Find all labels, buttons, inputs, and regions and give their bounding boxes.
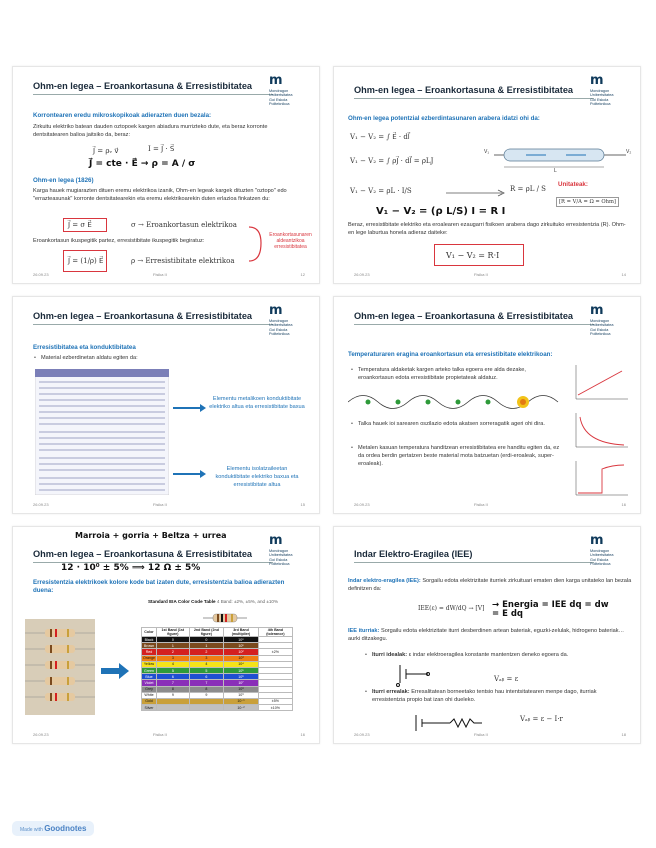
table-cell: 2: [189, 649, 224, 655]
table-cell: ±5%: [258, 698, 292, 704]
bullet: • Material ezberdinetan aldatu egiten da:: [41, 355, 138, 363]
footer-date: 26.09.23: [33, 732, 49, 737]
table-header-cell: 1st Band (1st figure): [157, 628, 190, 637]
paragraph: Karga hauek mugiarazten dituen eremu elektrikoa izanik, Ohm-en legeak kargek dituzten "oztopo" edo "errazteasunak" korronte dentsitatearekin eta eremu elektrikoarekin duten erlazioa finkatzen du:: [33, 188, 287, 203]
slide-title: Indar Elektro-Eragilea (IEE): [354, 549, 594, 563]
table-cell: 10⁻¹: [224, 698, 259, 704]
table-header-cell: 2nd Band (2nd figure): [189, 628, 224, 637]
red-annotation: Eroankortasunaren aldeantzikoa erresistibitatea: [269, 232, 312, 250]
table-cell: 10⁴: [224, 661, 259, 667]
paragraph: IEE iturriak: Sorgailu edota elektrizitate iturri desberdinen artean bateriak, eguzki-zelulak, hidrogeno bateriak… aurki ditzakegu.: [348, 628, 625, 643]
slide-title: Ohm-en legea – Eroankortasuna & Erresistibitatea: [354, 311, 594, 325]
subheading: Korrontearen eredu mikroskopikoak adierazten duen bezala:: [33, 112, 212, 119]
insulator-note: Elementu isolatzaileetan konduktibitate elektriko baxua eta erresistibitate altua: [215, 466, 299, 489]
ideal-source-sketch: [394, 661, 434, 687]
footer-date: 26.09.23: [354, 732, 370, 737]
table-cell: 10⁸: [224, 686, 259, 692]
table-cell: Gold: [142, 698, 157, 704]
university-logo: m Mondragon Unibertsitatea Goi Eskola Politeknikoa: [269, 73, 293, 107]
footer-date: 26.09.23: [33, 502, 49, 507]
materials-table-image: [35, 369, 169, 495]
bullet: • Iturri errealak: Erresalitatean borneetako tentsio hau intentsitatearen menpe dago, iturriak erresistentzia propio bat izan ohi dueleko.: [372, 689, 622, 705]
table-cell: Green: [142, 667, 157, 673]
table-cell: White: [142, 692, 157, 698]
handwritten-note: V₁ − V₂ = (ρ L/S) I = R I: [376, 206, 506, 217]
handwritten-note: J⃗ = cte · E⃗ → ρ = A / σ: [89, 159, 196, 169]
metal-note: Elementu metalikoen konduktibitate elektriko altua eta erresistibitate baxua: [209, 396, 305, 411]
table-cell: 8: [157, 686, 190, 692]
table-cell: 10⁷: [224, 680, 259, 686]
table-cell: 10⁵: [224, 667, 259, 673]
label-v2: V₂: [626, 149, 632, 155]
footer-course: Fisika II: [474, 272, 488, 277]
color-code-table: [141, 627, 293, 711]
university-logo: m Mondragon Unibertsitatea Goi Eskola Politeknikoa: [269, 303, 293, 337]
footer-page: 18: [621, 732, 626, 737]
table-cell: 10⁹: [224, 692, 259, 698]
table-row: [142, 705, 293, 711]
subheading: Erresistentzia elektrikoek kolore kode bat izaten dute, erresistentzia balioa adierazten duena:: [33, 579, 285, 595]
slide-title: Ohm-en legea – Eroankortasuna & Erresistibitatea: [33, 311, 273, 325]
resistor-diagram: [203, 606, 247, 626]
bullet: • Metalen kasuan temperatura handitzean erresistibitatea ere handitu egiten da, ez da ordea berdin gertatzen beste material mota batzuetan (erdi-eroaleak, super-eroaleak).: [358, 445, 562, 468]
slide-title: Ohm-en legea – Eroankortasuna & Erresistibitatea: [354, 85, 594, 99]
footer-date: 26.09.23: [354, 502, 370, 507]
label-length: L: [554, 168, 557, 174]
table-cell: Grey: [142, 686, 157, 692]
table-cell: Violet: [142, 680, 157, 686]
equation: I = J⃗ · S⃗: [148, 145, 175, 153]
university-logo: m Mondragon Unibertsitatea Goi Eskola Politeknikoa: [590, 73, 614, 107]
lattice-oscillation-diagram: [348, 389, 568, 415]
subheading: Ohm-en legea potentzial ezberdintasunaren arabera idatzi ohi da:: [348, 115, 540, 122]
paragraph: Indar elektro-eragilea (IEE): Sorgailu edota elektrizitate iturriek zirkuituari ematen dien karga unitateko lan bezala definitzen da:: [348, 578, 632, 593]
arrow-icon: [446, 189, 506, 197]
table-cell: 10⁰: [224, 637, 259, 643]
paragraph: Beraz, erresistibitate elektriko eta eroalearen ezaugarri fisikoen arabera dago zirkuituko erresistentzia (R). Ohm-en lege laburtua honela adieraz daiteke:: [348, 222, 626, 237]
footer-page: 16: [621, 502, 626, 507]
slide-3: [12, 296, 320, 514]
table-cell: Red: [142, 649, 157, 655]
university-logo: m Mondragon Unibertsitatea Goi Eskola Politeknikoa: [590, 533, 614, 567]
bullet: • Talka hauek ioi sarearen oszilazio edota akatsen sorreragatik ageri ohi dira.: [358, 421, 558, 429]
arrow-icon: [173, 473, 203, 475]
bullet: • Iturri idealak: ε indar elektroeragilea konstante mantentzen deneko egoera da.: [372, 652, 622, 660]
equation: V₁ − V₂ = ρL · I/S: [350, 187, 412, 195]
footer-course: Fisika II: [153, 732, 167, 737]
table-title: Standard EIA Color Code Table: [147, 599, 216, 604]
equation: R = ρL / S: [510, 185, 546, 193]
table-cell: Brown: [142, 643, 157, 649]
table-cell: Blue: [142, 674, 157, 680]
university-logo: m Mondragon Unibertsitatea Goi Eskola Politeknikoa: [590, 303, 614, 337]
table-cell: ±10%: [258, 705, 292, 711]
slide-2: [333, 66, 641, 284]
table-cell: 5: [157, 667, 190, 673]
table-header-cell: 3rd Band (multiplier): [224, 628, 259, 637]
table-header-cell: Color: [142, 628, 157, 637]
footer-page: 14: [621, 272, 626, 277]
table-cell: 5: [189, 667, 224, 673]
equation: V₁ − V₂ = ∫ E⃗ · dl⃗: [350, 133, 410, 141]
table-cell: 9: [157, 692, 190, 698]
table-cell: 1: [157, 643, 190, 649]
table-cell: 10³: [224, 655, 259, 661]
subheading: Ohm-en legea (1826): [33, 177, 94, 184]
slide-6: [333, 526, 641, 744]
equation: J⃗ = σ E⃗: [68, 221, 92, 229]
units-box: [R = V/A = Ω = Ohm]: [556, 197, 619, 207]
handwritten-note: 12 · 10⁰ ± 5% ⟹ 12 Ω ± 5%: [61, 563, 201, 573]
table-header-cell: 4th Band (tolerance): [258, 628, 292, 637]
goodnotes-badge[interactable]: Made with Goodnotes: [12, 821, 94, 836]
arrow-icon: [173, 407, 203, 409]
label-v1: V₁: [484, 149, 490, 155]
footer-course: Fisika II: [474, 732, 488, 737]
table-cell: 1: [189, 643, 224, 649]
footer-course: Fisika II: [474, 502, 488, 507]
units-title: Unitateak:: [558, 181, 588, 188]
slide-1: [12, 66, 320, 284]
table-cell: 0: [157, 637, 190, 643]
footer-date: 26.09.23: [354, 272, 370, 277]
table-cell: 10⁶: [224, 674, 259, 680]
table-cell: 3: [157, 655, 190, 661]
table-cell: 8: [189, 686, 224, 692]
paragraph: Zirkuitu elektriko batean dauden oztopoek kargen abiadura murrizteko dute, eta beraz korronte dentsitatearen balioa jaitsiko da, beraz:: [33, 124, 268, 139]
table-subtitle: 4 Band: ±2%, ±5%, and ±10%: [216, 599, 279, 604]
handwritten-note: Marroia + gorria + Beltza + urrea: [75, 531, 227, 540]
slide-5: [12, 526, 320, 744]
table-cell: 2: [157, 649, 190, 655]
equation: IEE(ε) = dW/dQ → [V]: [418, 605, 485, 612]
equation: V₁ − V₂ = R·I: [446, 251, 500, 260]
table-cell: [157, 705, 190, 711]
table-cell: 10²: [224, 649, 259, 655]
subheading: Erresistibitatea eta konduktibitatea: [33, 344, 136, 351]
footer-page: 12: [300, 272, 305, 277]
equation: J⃗ = ρᵥ v⃗: [93, 147, 119, 155]
table-cell: 0: [189, 637, 224, 643]
table-cell: 7: [189, 680, 224, 686]
table-cell: Orange: [143, 656, 155, 661]
equation: J⃗ = (1/ρ) E⃗: [68, 257, 104, 265]
table-cell: Silver: [142, 705, 157, 711]
table-cell: 10⁻²: [224, 705, 259, 711]
footer-date: 26.09.23: [33, 272, 49, 277]
conductor-diagram: [486, 139, 636, 179]
table-cell: 4: [157, 661, 190, 667]
equation: Vₐᵦ = ε: [494, 675, 519, 683]
table-cell: 3: [189, 655, 224, 661]
equation: Vₐᵦ = ε − I·r: [520, 715, 563, 723]
footer-page: 15: [300, 502, 305, 507]
table-cell: 4: [189, 661, 224, 667]
paragraph: Eroankortasun ikuspegitik partez, erresistibitate ikuspegitik begiratuz:: [33, 238, 205, 244]
slide-title: Ohm-en legea – Eroankortasuna & Erresistibitatea: [33, 549, 273, 563]
resistivity-temperature-graphs: [572, 361, 632, 501]
table-cell: 7: [157, 680, 190, 686]
subheading: Temperaturaren eragina eroankortasun eta erresistibitate elektrikoan:: [348, 351, 553, 358]
table-cell: Yellow: [142, 661, 157, 667]
table-cell: Black: [142, 637, 157, 643]
equation: σ → Eroankortasun elektrikoa: [131, 221, 237, 229]
table-cell: ±2%: [258, 649, 292, 655]
table-cell: 10¹: [224, 643, 259, 649]
handwritten-note: → Energia = IEE dq = dw = E dq: [492, 600, 609, 620]
table-cell: [189, 705, 224, 711]
footer-course: Fisika II: [153, 272, 167, 277]
equation: V₁ − V₂ = ∫ ρJ⃗ · dl⃗ = ρLJ: [350, 157, 434, 165]
table-cell: 6: [157, 674, 190, 680]
slide-title: Ohm-en legea – Eroankortasuna & Erresistibitatea: [33, 81, 273, 95]
table-cell: 6: [189, 674, 224, 680]
university-logo: m Mondragon Unibertsitatea Goi Eskola Politeknikoa: [269, 533, 293, 567]
slide-4: [333, 296, 641, 514]
equation: ρ → Erresistibitate elektrikoa: [131, 257, 235, 265]
bullet: • Temperatura aldaketak kargen arteko talka egoera ere alda dezake, eroankortasun edota erresistibitate propietateak aldatuz.: [358, 367, 558, 383]
resistors-photo: [25, 619, 95, 715]
footer-page: 16: [300, 732, 305, 737]
table-cell: 9: [189, 692, 224, 698]
arrow-icon: [101, 663, 131, 679]
footer-course: Fisika II: [153, 502, 167, 507]
